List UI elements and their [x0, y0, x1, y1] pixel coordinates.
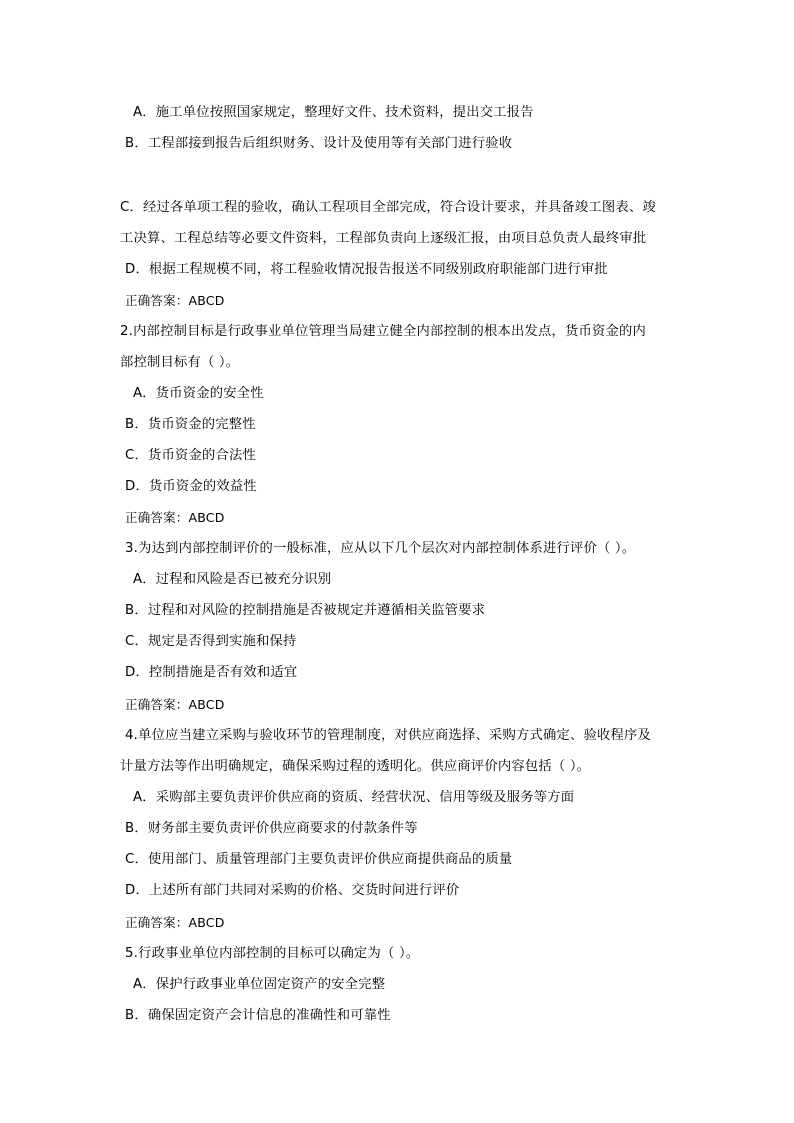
option-a-q4: A．采购部主要负责评价供应商的资质、经营状况、信用等级及服务等方面 [133, 790, 575, 805]
option-b-q5: B．确保固定资产会计信息的准确性和可靠性 [125, 1008, 391, 1023]
option-d-q1: D．根据工程规模不同，将工程验收情况报告报送不同级别政府职能部门进行审批 [125, 262, 608, 277]
option-a-q3: A．过程和风险是否已被充分识别 [133, 572, 332, 587]
option-c-q1-cont: 工决算、工程总结等必要文件资料，工程部负责向上逐级汇报，由项目总负责人最终审批 [120, 231, 647, 246]
question-2: 2.内部控制目标是行政事业单位管理当局建立健全内部控制的根本出发点，货币资金的内 [120, 324, 646, 339]
option-c-q4: C．使用部门、质量管理部门主要负责评价供应商提供商品的质量 [125, 852, 513, 867]
question-4-cont: 计量方法等作出明确规定，确保采购过程的透明化。供应商评价内容包括（ ）。 [120, 759, 591, 774]
option-b-q2: B．货币资金的完整性 [125, 417, 256, 432]
option-c-q3: C．规定是否得到实施和保持 [125, 634, 297, 649]
question-3: 3.为达到内部控制评价的一般标准，应从以下几个层次对内部控制体系进行评价（ ）。 [125, 541, 636, 556]
answer-q2: 正确答案：ABCD [125, 510, 225, 525]
answer-q3: 正确答案：ABCD [125, 697, 225, 712]
option-c-q1: C．经过各单项工程的验收，确认工程项目全部完成，符合设计要求，并具备竣工图表、竣 [120, 200, 656, 215]
option-d-q2: D．货币资金的效益性 [125, 479, 257, 494]
answer-q1: 正确答案：ABCD [125, 293, 225, 308]
option-b-q4: B．财务部主要负责评价供应商要求的付款条件等 [125, 821, 418, 836]
question-2-cont: 部控制目标有（ ）。 [120, 355, 240, 370]
option-b-q1: B．工程部接到报告后组织财务、设计及使用等有关部门进行验收 [125, 136, 513, 151]
option-b-q3: B．过程和对风险的控制措施是否被规定并遵循相关监管要求 [125, 603, 486, 618]
option-d-q3: D．控制措施是否有效和适宜 [125, 665, 298, 680]
option-c-q2: C．货币资金的合法性 [125, 448, 256, 463]
option-a-q2: A．货币资金的安全性 [133, 386, 264, 401]
option-a-q1: A．施工单位按照国家规定，整理好文件、技术资料，提出交工报告 [133, 105, 534, 120]
option-d-q4: D．上述所有部门共同对采购的价格、交货时间进行评价 [125, 883, 460, 898]
option-a-q5: A．保护行政事业单位固定资产的安全完整 [133, 977, 386, 992]
answer-q4: 正确答案：ABCD [125, 915, 225, 930]
question-4: 4.单位应当建立采购与验收环节的管理制度，对供应商选择、采购方式确定、验收程序及 [125, 728, 651, 743]
question-5: 5.行政事业单位内部控制的目标可以确定为（ ）。 [125, 946, 420, 961]
